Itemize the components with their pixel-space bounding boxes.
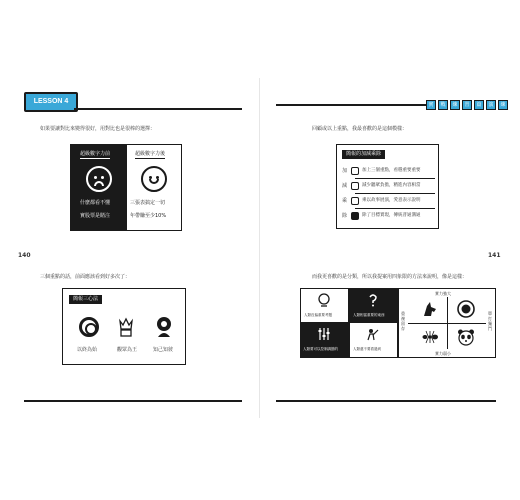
list-box-title: 簡報的加減乘除 [342,150,385,159]
key-point-3: 知己知彼 [153,347,174,353]
compare-after-line-1: 三張表搞定一切 [130,200,166,206]
quadrant-label: 人類要可以控制調節的 [303,347,338,351]
list-row-symbol: 加 [342,168,348,174]
list-row-icon [351,182,359,190]
presenter-icon [366,327,380,341]
list-divider [355,208,435,209]
strip-cell: 練 [498,100,508,110]
happy-face-icon [141,166,167,192]
right-paragraph-1: 回顧或以上重點，我最喜歡的是這個模樣： [312,126,408,132]
lesson-tab: LESSON 4 [24,92,78,112]
matrix-right-label: 單打獨鬥 [488,311,492,331]
animal-matrix [398,288,496,358]
strip-cell: 練 [450,100,460,110]
quadrant-cell [301,289,349,323]
compare-before-line-2: 實股票是賭注 [80,213,111,219]
compare-after-title: 超級數字力後 [135,151,166,157]
wolf-icon [421,300,439,318]
king-icon [118,317,134,337]
right-header-strip [426,100,508,110]
sad-face-icon [86,166,112,192]
key-points-title: 簡報三心法 [69,295,102,304]
strip-cell: 戰 [438,100,448,110]
quadrant-label: 人類還不要看過到 [353,347,381,351]
lion-icon [457,300,475,318]
matrix-top-label: 實力強大 [435,291,451,296]
matrix-horizontal-axis [408,323,486,324]
matrix-bottom-label: 實力弱小 [435,351,451,356]
quadrant-cell [349,289,397,323]
strip-cell: 實 [426,100,436,110]
left-paragraph-1: 如果要讓對比來變得很好，用對比也是很棒的選擇： [40,126,156,132]
page-divider [259,78,260,418]
right-page-number: 141 [488,252,501,259]
strip-cell: 習 [462,100,472,110]
list-row-text: 乘以故事展演，愛意表示說明 [362,198,421,203]
compare-before-panel [71,145,127,230]
self-reflection-icon [155,316,173,338]
list-row-icon [351,197,359,205]
right-paragraph-2: 而我更喜歡的是分類，所以我提案用四象限的方法來說明，像是這樣： [312,274,468,280]
quadrant-label: 人類沒偏重要考題 [304,313,332,317]
left-page-number: 140 [18,252,31,259]
list-row-symbol: 除 [342,213,348,219]
ant-icon [421,328,439,346]
brain-head-icon [317,293,331,307]
compare-before-line-1: 什麼都看不懂 [80,200,111,206]
compare-before-title: 超級數字力前 [80,151,111,157]
right-top-rule [276,104,426,106]
quadrant-cell [349,323,397,357]
list-row-text: 減少聽眾負擔，精進內容相當 [362,183,421,188]
left-bottom-rule [24,400,242,402]
compare-after-panel [127,145,181,230]
quadrant-label: 人類相當重要的東西 [353,313,385,317]
target-icon [79,317,99,337]
list-divider [355,193,435,194]
list-divider [355,178,435,179]
strip-cell: 篇 [474,100,484,110]
quadrant-cell [301,323,349,357]
matrix-left-label: 重複留存 [401,311,405,331]
icon-quadrant-grid [300,288,398,358]
list-row-text: 除了目標實現，傳統普通溝通 [362,213,421,218]
key-point-1: 以終為始 [77,347,98,353]
list-row-icon [351,167,359,175]
ask-question-icon [366,293,380,307]
left-top-rule [74,108,242,110]
strip-cell: 演 [486,100,496,110]
right-bottom-rule [276,400,496,402]
compare-after-line-2: 年帶賺至少10% [130,213,167,219]
left-paragraph-2: 三個重點的話，前面應該看到好多次了： [40,274,131,280]
list-box [336,144,439,229]
key-points-box [62,288,186,365]
compare-box [70,144,182,231]
list-row-text: 加上三個重點，看穩重要重要 [362,168,421,173]
list-row-icon [351,212,359,220]
sliders-icon [317,327,331,341]
panda-icon [457,328,475,346]
key-point-2: 觀眾為王 [117,347,138,353]
list-row-symbol: 乘 [342,198,348,204]
list-row-symbol: 減 [342,183,348,189]
